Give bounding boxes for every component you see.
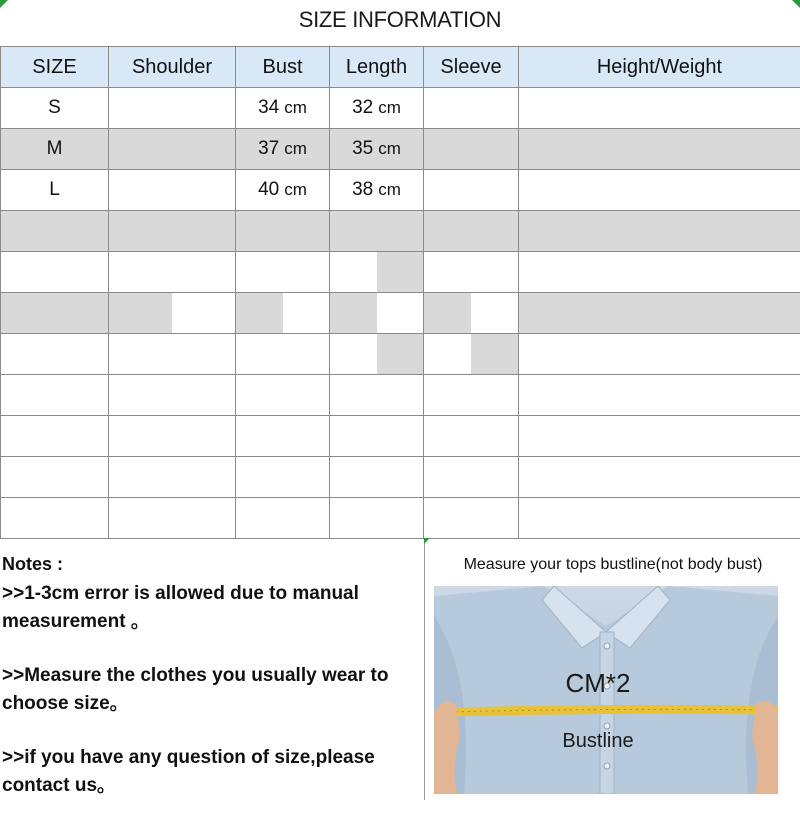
shirt-measure-icon	[434, 586, 778, 794]
length-value: 32	[352, 97, 373, 118]
shoulder-cell	[109, 170, 236, 211]
header-size: SIZE	[1, 47, 109, 88]
empty-table-row	[1, 416, 800, 457]
header-length: Length	[330, 47, 424, 88]
gray-fill	[377, 252, 424, 292]
white-fill	[283, 293, 330, 333]
corner-marker-divider	[424, 538, 430, 544]
height-weight-cell	[519, 88, 800, 129]
white-fill	[471, 293, 518, 333]
note-item: >>1-3cm error is allowed due to manual measurement 。	[2, 580, 412, 636]
bust-value: 34	[258, 97, 279, 118]
length-cell	[330, 88, 424, 129]
white-fill	[172, 293, 235, 333]
measure-caption: Measure your tops bustline(not body bust)	[426, 556, 800, 574]
bust-unit: cm	[284, 98, 307, 117]
header-shoulder: Shoulder	[109, 47, 236, 88]
bust-unit: cm	[284, 180, 307, 199]
size-table	[0, 46, 800, 539]
shoulder-cell	[109, 129, 236, 170]
bustline-label: Bustline	[562, 730, 633, 752]
notes-section	[2, 550, 412, 826]
bust-value: 37	[258, 138, 279, 159]
gray-fill	[377, 334, 424, 374]
bust-cell	[236, 170, 330, 211]
header-bust: Bust	[236, 47, 330, 88]
bust-unit: cm	[284, 139, 307, 158]
table-row	[1, 129, 800, 170]
length-unit: cm	[378, 139, 401, 158]
empty-table-row	[1, 334, 800, 375]
length-unit: cm	[378, 98, 401, 117]
gray-fill	[471, 334, 518, 374]
section-divider	[424, 538, 425, 800]
table-row	[1, 170, 800, 211]
bust-cell	[236, 129, 330, 170]
length-unit: cm	[378, 180, 401, 199]
empty-table-row	[1, 252, 800, 293]
header-height-weight: Height/Weight	[519, 47, 800, 88]
note-item: >>if you have any question of size,please contact us。	[2, 744, 412, 800]
empty-table-row	[1, 375, 800, 416]
white-fill	[377, 293, 424, 333]
sleeve-cell	[424, 88, 519, 129]
empty-table-row	[1, 498, 800, 539]
bust-value: 40	[258, 179, 279, 200]
length-cell	[330, 170, 424, 211]
sleeve-cell	[424, 170, 519, 211]
length-value: 35	[352, 138, 373, 159]
empty-table-row	[1, 293, 800, 334]
note-item: >>Measure the clothes you usually wear to choose size。	[2, 662, 412, 718]
cm-label: CM*2	[565, 668, 630, 698]
corner-marker-top-right	[792, 0, 800, 8]
shoulder-cell	[109, 88, 236, 129]
table-row	[1, 88, 800, 129]
empty-table-row	[1, 457, 800, 498]
height-weight-cell	[519, 129, 800, 170]
length-cell	[330, 129, 424, 170]
page-title: SIZE INFORMATION	[0, 0, 800, 46]
shirt-measure-illustration	[434, 586, 778, 794]
length-value: 38	[352, 179, 373, 200]
bust-cell	[236, 88, 330, 129]
height-weight-cell	[519, 170, 800, 211]
notes-heading: Notes :	[2, 550, 412, 578]
table-header-row	[1, 47, 800, 88]
header-sleeve: Sleeve	[424, 47, 519, 88]
size-cell: M	[1, 129, 109, 170]
empty-table-row	[1, 211, 800, 252]
sleeve-cell	[424, 129, 519, 170]
size-cell: L	[1, 170, 109, 211]
size-cell: S	[1, 88, 109, 129]
corner-marker-top-left	[0, 0, 8, 8]
